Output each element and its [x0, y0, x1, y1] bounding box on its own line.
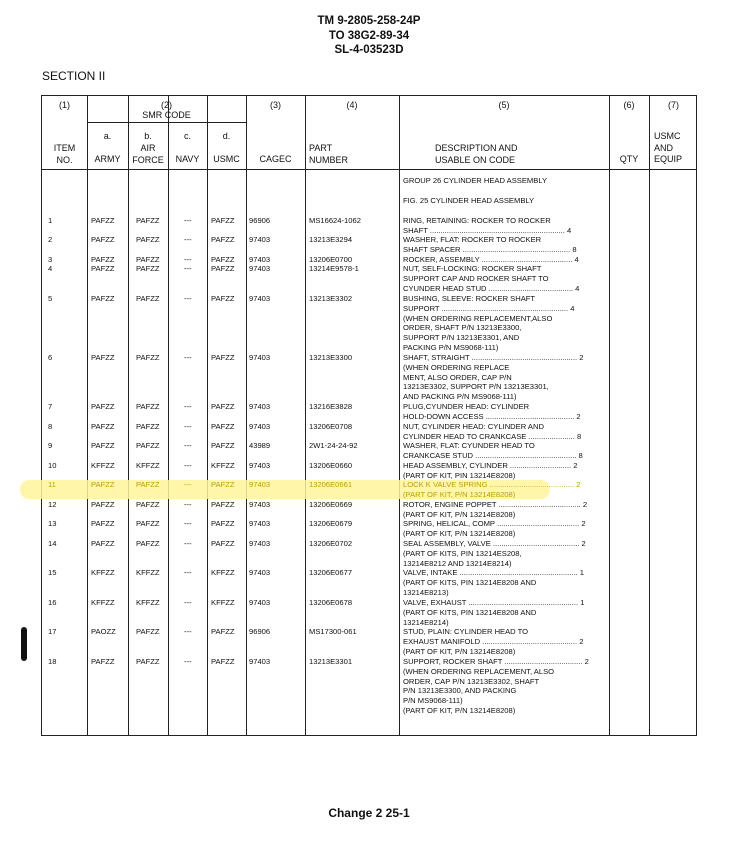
- row-6-part: 13213E3300: [309, 353, 353, 362]
- row-17-description: STUD, PLAIN: CYLINDER HEAD TO EXHAUST MANIFOLD ............................................. 2 (PART OF KIT, P/N 13214E8208): [403, 627, 584, 656]
- parts-list-table: [41, 95, 697, 736]
- row-5-usmc: PAFZZ: [211, 294, 235, 303]
- row-6-usmc: PAFZZ: [211, 353, 235, 362]
- row-14-part: 13206E0702: [309, 539, 353, 548]
- row-15-cagec: 97403: [249, 568, 271, 577]
- figure-title: FIG. 25 CYLINDER HEAD ASSEMBLY: [403, 196, 535, 205]
- row-4-usmc: PAFZZ: [211, 264, 235, 273]
- row-12-army: PAFZZ: [91, 500, 115, 509]
- row-8-airforce: PAFZZ: [136, 422, 160, 431]
- row-13-army: PAFZZ: [91, 519, 115, 528]
- row-11-usmc: PAFZZ: [211, 480, 235, 489]
- row-2-part: 13213E3294: [309, 235, 353, 244]
- row-10-navy: ---: [184, 461, 192, 470]
- row-5-army: PAFZZ: [91, 294, 115, 303]
- row-11-navy: ---: [184, 480, 192, 489]
- row-8-description: NUT, CYLINDER HEAD: CYLINDER AND CYLINDER HEAD TO CRANKCASE ...................... 8: [403, 422, 582, 441]
- section-title: SECTION II: [42, 69, 106, 83]
- row-12-navy: ---: [184, 500, 192, 509]
- row-1-navy: ---: [184, 216, 192, 225]
- row-18-usmc: PAFZZ: [211, 657, 235, 666]
- row-15-usmc: KFFZZ: [211, 568, 235, 577]
- row-11-cagec: 97403: [249, 480, 271, 489]
- row-14-navy: ---: [184, 539, 192, 548]
- col1-number: (1): [59, 100, 70, 110]
- row-5-item: 5: [48, 294, 53, 303]
- row-7-cagec: 97403: [249, 402, 271, 411]
- row-14-description: SEAL ASSEMBLY, VALVE ......................................... 2 (PART OF KITS, PIN 13214ES208, 13214E8212 AND 13214E8214): [403, 539, 586, 568]
- row-4-cagec: 97403: [249, 264, 271, 273]
- row-12-airforce: PAFZZ: [136, 500, 160, 509]
- row-14-cagec: 97403: [249, 539, 271, 548]
- row-13-item: 13: [48, 519, 57, 528]
- sub-d: d.: [222, 131, 231, 141]
- row-13-airforce: PAFZZ: [136, 519, 160, 528]
- row-5-cagec: 97403: [249, 294, 271, 303]
- row-8-usmc: PAFZZ: [211, 422, 235, 431]
- row-9-description: WASHER, FLAT: CYUNDER HEAD TO CRANKCASE STUD ................................................ 8: [403, 441, 583, 460]
- row-6-description: SHAFT, STRAIGHT .................................................. 2 (WHEN ORDERING REPLACE MENT, ALSO ORDER, CAP P/N 13213E3302, SUPPORT P/N 13213E3301, AND PACKING P/N MS9068-111): [403, 353, 584, 402]
- row-16-navy: ---: [184, 598, 192, 607]
- row-17-navy: ---: [184, 627, 192, 636]
- row-15-airforce: KFFZZ: [136, 568, 160, 577]
- row-8-item: 8: [48, 422, 53, 431]
- row-15-navy: ---: [184, 568, 192, 577]
- row-16-part: 13206E0678: [309, 598, 353, 607]
- row-2-cagec: 97403: [249, 235, 271, 244]
- row-11-part: 13206E0661: [309, 480, 353, 489]
- row-14-airforce: PAFZZ: [136, 539, 160, 548]
- row-9-airforce: PAFZZ: [136, 441, 160, 450]
- row-1-airforce: PAFZZ: [136, 216, 160, 225]
- row-3-item: 3: [48, 255, 53, 264]
- row-4-part: 13214E9578-1: [309, 264, 359, 273]
- row-4-item: 4: [48, 264, 53, 273]
- row-18-army: PAFZZ: [91, 657, 115, 666]
- row-9-part: 2W1-24-24-92: [309, 441, 358, 450]
- row-1-item: 1: [48, 216, 53, 225]
- row-7-part: 13216E3828: [309, 402, 353, 411]
- item-no-header: ITEM NO.: [53, 143, 76, 165]
- row-1-usmc: PAFZZ: [211, 216, 235, 225]
- description-header: DESCRIPTION AND USABLE ON CODE: [435, 143, 518, 165]
- row-3-part: 13206E0700: [309, 255, 353, 264]
- row-1-description: RING, RETAINING: ROCKER TO ROCKER SHAFT ................................................................ 4: [403, 216, 572, 235]
- row-2-description: WASHER, FLAT: ROCKER TO ROCKER SHAFT SPACER ................................................... 8: [403, 235, 577, 254]
- row-17-airforce: PAFZZ: [136, 627, 160, 636]
- row-12-item: 12: [48, 500, 57, 509]
- row-13-usmc: PAFZZ: [211, 519, 235, 528]
- row-7-usmc: PAFZZ: [211, 402, 235, 411]
- row-12-usmc: PAFZZ: [211, 500, 235, 509]
- row-16-description: VALVE, EXHAUST .................................................... 1 (PART OF KITS, PIN 13214E8208 AND 13214E8214): [403, 598, 585, 627]
- row-15-part: 13206E0677: [309, 568, 353, 577]
- row-17-item: 17: [48, 627, 57, 636]
- col7-number: (7): [668, 100, 679, 110]
- row-15-item: 15: [48, 568, 57, 577]
- row-7-item: 7: [48, 402, 53, 411]
- row-14-army: PAFZZ: [91, 539, 115, 548]
- row-9-navy: ---: [184, 441, 192, 450]
- row-18-item: 18: [48, 657, 57, 666]
- row-11-army: PAFZZ: [91, 480, 115, 489]
- row-6-army: PAFZZ: [91, 353, 115, 362]
- row-12-part: 13206E0669: [309, 500, 353, 509]
- row-10-army: KFFZZ: [91, 461, 115, 470]
- row-11-description: LOCK K VALVE SPRING ........................................ 2 (PART OF KIT, P/N 13214E8208): [403, 480, 581, 499]
- row-8-navy: ---: [184, 422, 192, 431]
- row-10-airforce: KFFZZ: [136, 461, 160, 470]
- row-9-army: PAFZZ: [91, 441, 115, 450]
- doc-number: TM 9-2805-258-24P: [317, 15, 421, 27]
- row-9-item: 9: [48, 441, 53, 450]
- row-18-navy: ---: [184, 657, 192, 666]
- cagec-header: CAGEC: [259, 154, 292, 164]
- row-2-usmc: PAFZZ: [211, 235, 235, 244]
- row-11-airforce: PAFZZ: [136, 480, 160, 489]
- army-header: ARMY: [94, 154, 121, 164]
- sub-c: c.: [183, 131, 191, 141]
- row-2-army: PAFZZ: [91, 235, 115, 244]
- qty-header: QTY: [619, 154, 639, 164]
- row-2-airforce: PAFZZ: [136, 235, 160, 244]
- part-number-header: PART NUMBER: [309, 143, 349, 165]
- row-17-usmc: PAFZZ: [211, 627, 235, 636]
- row-17-army: PAOZZ: [91, 627, 116, 636]
- row-18-part: 13213E3301: [309, 657, 353, 666]
- col3-number: (3): [270, 100, 281, 110]
- row-11-item: 11: [48, 480, 56, 489]
- row-8-cagec: 97403: [249, 422, 271, 431]
- row-5-navy: ---: [184, 294, 192, 303]
- change-bar-mark: [21, 627, 27, 661]
- row-3-navy: ---: [184, 255, 192, 264]
- row-7-description: PLUG,CYUNDER HEAD: CYLINDER HOLD-DOWN ACCESS .......................................... 2: [403, 402, 581, 421]
- row-9-cagec: 43989: [249, 441, 271, 450]
- row-10-description: HEAD ASSEMBLY, CYLINDER ............................. 2 (PART OF KIT, PIN 13214E8208): [403, 461, 578, 480]
- row-16-usmc: KFFZZ: [211, 598, 235, 607]
- row-16-airforce: KFFZZ: [136, 598, 160, 607]
- row-9-usmc: PAFZZ: [211, 441, 235, 450]
- row-18-airforce: PAFZZ: [136, 657, 160, 666]
- row-10-cagec: 97403: [249, 461, 271, 470]
- row-8-part: 13206E0708: [309, 422, 353, 431]
- row-16-army: KFFZZ: [91, 598, 115, 607]
- row-6-airforce: PAFZZ: [136, 353, 160, 362]
- row-16-item: 16: [48, 598, 57, 607]
- row-3-description: ROCKER, ASSEMBLY ........................................... 4: [403, 255, 579, 264]
- row-16-cagec: 97403: [249, 598, 271, 607]
- col5-number: (5): [498, 100, 510, 110]
- row-3-airforce: PAFZZ: [136, 255, 160, 264]
- row-4-airforce: PAFZZ: [136, 264, 160, 273]
- row-10-usmc: KFFZZ: [211, 461, 235, 470]
- to-number: TO 38G2-89-34: [328, 30, 410, 42]
- row-13-navy: ---: [184, 519, 192, 528]
- row-17-cagec: 96906: [249, 627, 271, 636]
- row-3-army: PAFZZ: [91, 255, 115, 264]
- row-2-item: 2: [48, 235, 53, 244]
- row-5-part: 13213E3302: [309, 294, 353, 303]
- sl-number: SL-4-03523D: [334, 44, 404, 56]
- row-15-army: KFFZZ: [91, 568, 115, 577]
- row-6-cagec: 97403: [249, 353, 271, 362]
- row-13-description: SPRING, HELICAL, COMP ....................................... 2 (PART OF KIT, P/N 13214E8208): [403, 519, 586, 538]
- row-10-item: 10: [48, 461, 57, 470]
- row-5-description: BUSHING, SLEEVE: ROCKER SHAFT SUPPORT ............................................................ 4 (WHEN ORDERING REPLACEMENT,ALSO ORDER, SHAFT P/N 13213E3300, SUPPORT P/N 13213E3301, AND PACKING P/N MS9068-111): [403, 294, 575, 352]
- row-14-item: 14: [48, 539, 57, 548]
- group-title: GROUP 26 CYLINDER HEAD ASSEMBLY: [403, 176, 548, 185]
- row-13-cagec: 97403: [249, 519, 271, 528]
- sub-b: b.: [144, 131, 152, 141]
- sub-a: a.: [103, 131, 112, 141]
- row-3-cagec: 97403: [249, 255, 271, 264]
- smr-code-header: SMR CODE: [142, 110, 191, 120]
- col4-number: (4): [346, 100, 358, 110]
- col6-number: (6): [623, 100, 635, 110]
- usmc-equip-header: USMC AND EQUIP: [654, 131, 683, 164]
- row-2-navy: ---: [184, 235, 192, 244]
- row-5-airforce: PAFZZ: [136, 294, 160, 303]
- row-3-usmc: PAFZZ: [211, 255, 235, 264]
- row-6-navy: ---: [184, 353, 192, 362]
- row-4-navy: ---: [184, 264, 192, 273]
- row-10-part: 13206E0660: [309, 461, 353, 470]
- col2-number: (2): [161, 100, 172, 110]
- row-7-army: PAFZZ: [91, 402, 115, 411]
- row-1-cagec: 96906: [249, 216, 271, 225]
- row-7-navy: ---: [184, 402, 192, 411]
- row-18-cagec: 97403: [249, 657, 271, 666]
- row-7-airforce: PAFZZ: [136, 402, 160, 411]
- row-15-description: VALVE, INTAKE ........................................................ 1 (PART OF KITS, PIN 13214E8208 AND 13214E8213): [403, 568, 585, 597]
- row-1-part: MS16624-1062: [309, 216, 361, 225]
- row-12-description: ROTOR, ENGINE POPPET ....................................... 2 (PART OF KIT, P/N 13214E8208): [403, 500, 588, 519]
- row-12-cagec: 97403: [249, 500, 271, 509]
- airforce-header: AIR FORCE: [132, 143, 164, 165]
- row-13-part: 13206E0679: [309, 519, 353, 528]
- row-4-army: PAFZZ: [91, 264, 115, 273]
- row-18-description: SUPPORT, ROCKER SHAFT ..................................... 2 (WHEN ORDERING REPLACEMENT, ALSO ORDER, CAP P/N 13213E3302, SHAFT P/N 13213E3300, AND PACKING P/N MS9068-111) (PART OF KIT, P/N 13214E8208): [403, 657, 589, 715]
- row-8-army: PAFZZ: [91, 422, 115, 431]
- row-17-part: MS17300-061: [309, 627, 357, 636]
- navy-header: NAVY: [175, 154, 200, 164]
- row-6-item: 6: [48, 353, 53, 362]
- usmc-header: USMC: [213, 154, 240, 164]
- row-1-army: PAFZZ: [91, 216, 115, 225]
- row-4-description: NUT, SELF-LOCKING: ROCKER SHAFT SUPPORT CAP AND ROCKER SHAFT TO CYUNDER HEAD STUD ........................................ 4: [403, 264, 580, 293]
- row-14-usmc: PAFZZ: [211, 539, 235, 548]
- page-footer: Change 2 25-1: [328, 806, 410, 820]
